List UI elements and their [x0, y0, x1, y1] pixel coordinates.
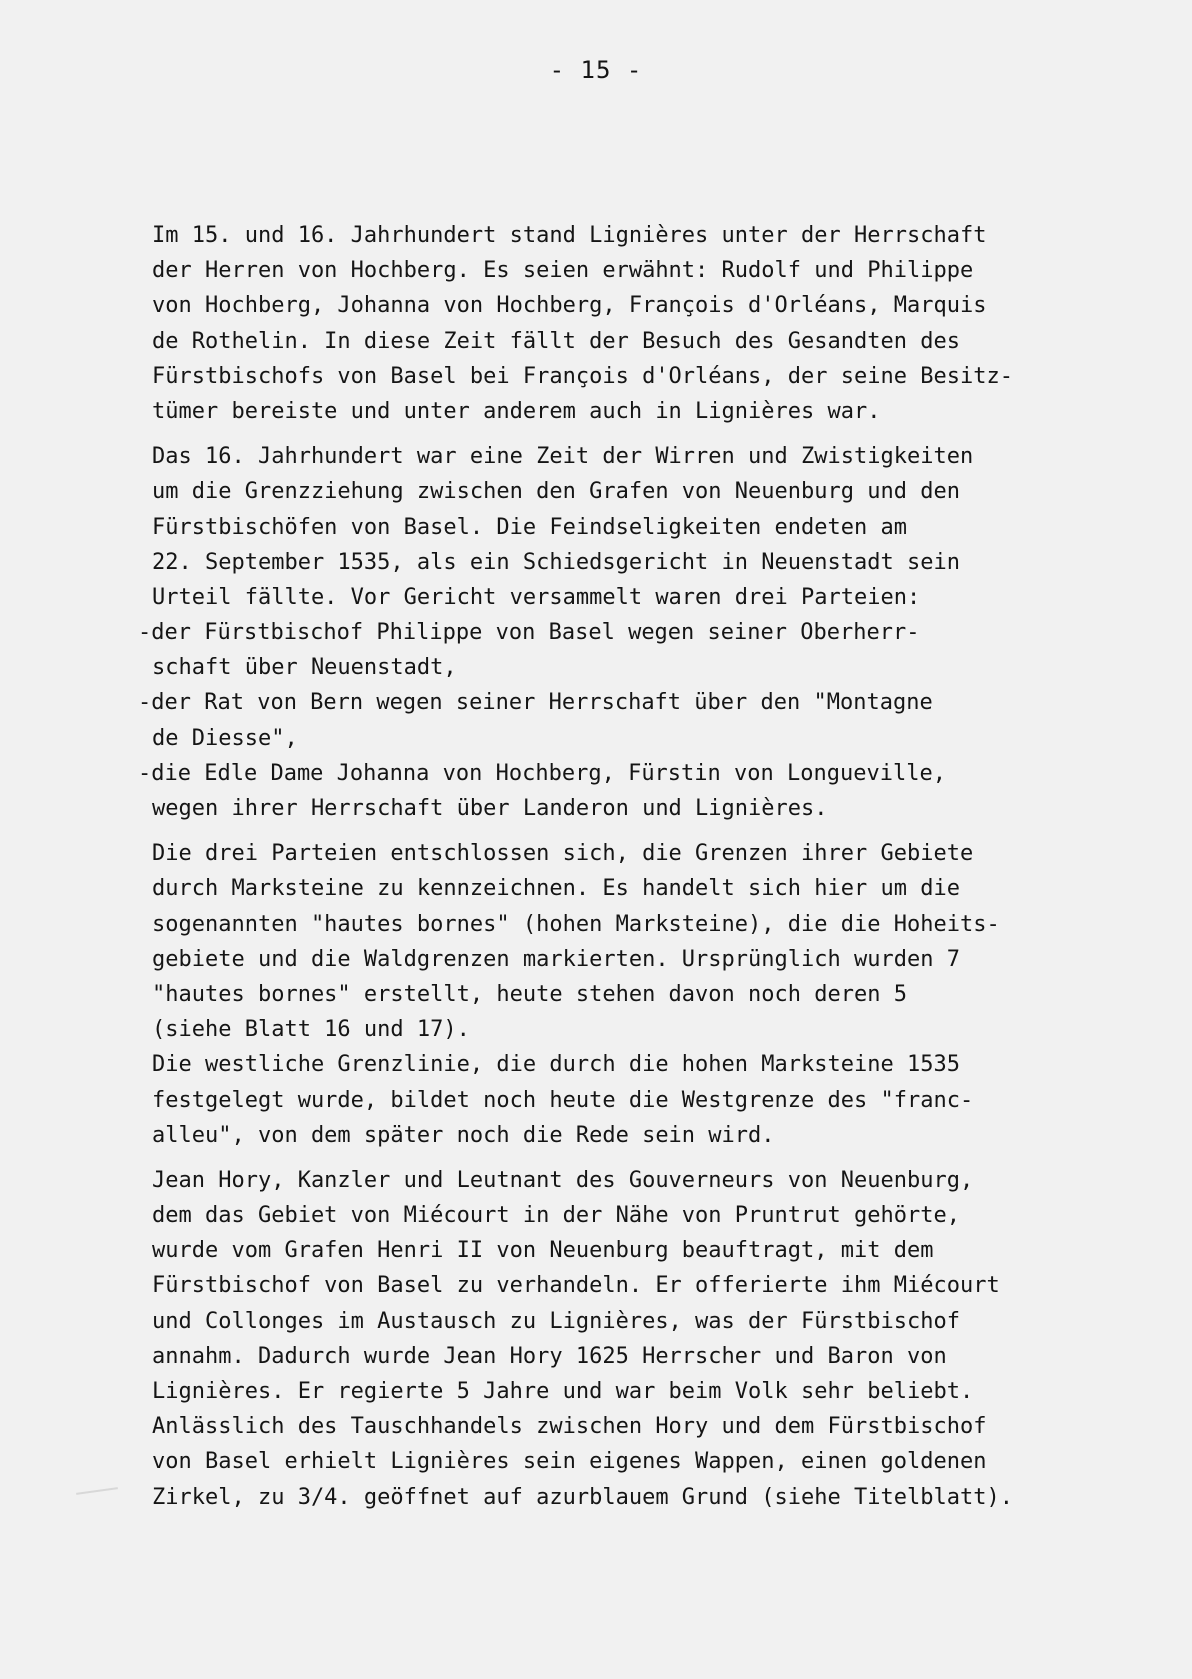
text-line: festgelegt wurde, bildet noch heute die Westgrenze des "franc- — [152, 1087, 974, 1113]
text-line: gebiete und die Waldgrenzen markierten. Ursprünglich wurden 7 — [152, 946, 960, 972]
body-text — [138, 218, 1152, 1515]
list-item-line: -der Rat von Bern wegen seiner Herrschaft über den "Montagne — [138, 690, 933, 716]
text-line: von Hochberg, Johanna von Hochberg, François d'Orléans, Marquis — [152, 293, 987, 319]
paragraph-grenzziehung — [138, 439, 1152, 826]
list-item-line: -die Edle Dame Johanna von Hochberg, Fürstin von Longueville, — [138, 760, 946, 786]
text-line: um die Grenzziehung zwischen den Grafen von Neuenburg und den — [152, 479, 960, 505]
text-line: wurde vom Grafen Henri II von Neuenburg beauftragt, mit dem — [152, 1238, 934, 1264]
text-line: Zirkel, zu 3/4. geöffnet auf azurblauem Grund (siehe Titelblatt). — [152, 1484, 1013, 1510]
text-line: tümer bereiste und unter anderem auch in Lignières war. — [152, 398, 881, 424]
text-line: dem das Gebiet von Miécourt in der Nähe von Pruntrut gehörte, — [152, 1203, 960, 1229]
text-line: Jean Hory, Kanzler und Leutnant des Gouverneurs von Neuenburg, — [152, 1167, 974, 1193]
text-line: 22. September 1535, als ein Schiedsgericht in Neuenstadt sein — [152, 549, 960, 575]
paragraph-jean-hory — [152, 1163, 1152, 1515]
text-line: der Herren von Hochberg. Es seien erwähnt: Rudolf und Philippe — [152, 258, 974, 284]
paragraph-gap — [152, 429, 1152, 439]
text-line: schaft über Neuenstadt, — [152, 655, 457, 681]
text-line: durch Marksteine zu kennzeichnen. Es handelt sich hier um die — [152, 876, 960, 902]
paragraph-gap — [152, 1153, 1152, 1163]
text-line: Die drei Parteien entschlossen sich, die Grenzen ihrer Gebiete — [152, 841, 974, 867]
text-line: annahm. Dadurch wurde Jean Hory 1625 Herrscher und Baron von — [152, 1343, 947, 1369]
text-line: (siehe Blatt 16 und 17). — [152, 1017, 470, 1043]
text-line: alleu", von dem später noch die Rede sein wird. — [152, 1122, 775, 1148]
page-number: - 15 - — [549, 56, 643, 84]
text-line: sogenannten "hautes bornes" (hohen Marksteine), die die Hoheits- — [152, 911, 1000, 937]
text-line: "hautes bornes" erstellt, heute stehen davon noch deren 5 — [152, 981, 907, 1007]
text-line: Fürstbischofs von Basel bei François d'Orléans, der seine Besitz- — [152, 363, 1013, 389]
paragraph-hochberg — [152, 218, 1152, 429]
text-line: Anlässlich des Tauschhandels zwischen Hory und dem Fürstbischof — [152, 1414, 987, 1440]
text-line: Fürstbischöfen von Basel. Die Feindseligkeiten endeten am — [152, 514, 907, 540]
paragraph-marksteine — [152, 836, 1152, 1153]
text-line: wegen ihrer Herrschaft über Landeron und Lignières. — [152, 796, 828, 821]
text-line: Urteil fällte. Vor Gericht versammelt waren drei Parteien: — [152, 584, 921, 610]
margin-mark — [76, 1487, 118, 1495]
text-line: Das 16. Jahrhundert war eine Zeit der Wirren und Zwistigkeiten — [152, 444, 974, 470]
text-line: Im 15. und 16. Jahrhundert stand Lignières unter der Herrschaft — [152, 223, 987, 248]
text-line: de Rothelin. In diese Zeit fällt der Besuch des Gesandten des — [152, 328, 960, 354]
text-line: de Diesse", — [152, 725, 298, 751]
text-line: von Basel erhielt Lignières sein eigenes Wappen, einen goldenen — [152, 1449, 987, 1475]
text-line: Fürstbischof von Basel zu verhandeln. Er offerierte ihm Miécourt — [152, 1273, 1000, 1299]
list-item-line: -der Fürstbischof Philippe von Basel wegen seiner Oberherr- — [138, 620, 920, 646]
text-line: Lignières. Er regierte 5 Jahre und war beim Volk sehr beliebt. — [152, 1379, 974, 1404]
text-line: und Collonges im Austausch zu Lignières, was der Fürstbischof — [152, 1308, 960, 1334]
paragraph-gap — [152, 826, 1152, 836]
text-line: Die westliche Grenzlinie, die durch die hohen Marksteine 1535 — [152, 1052, 960, 1078]
